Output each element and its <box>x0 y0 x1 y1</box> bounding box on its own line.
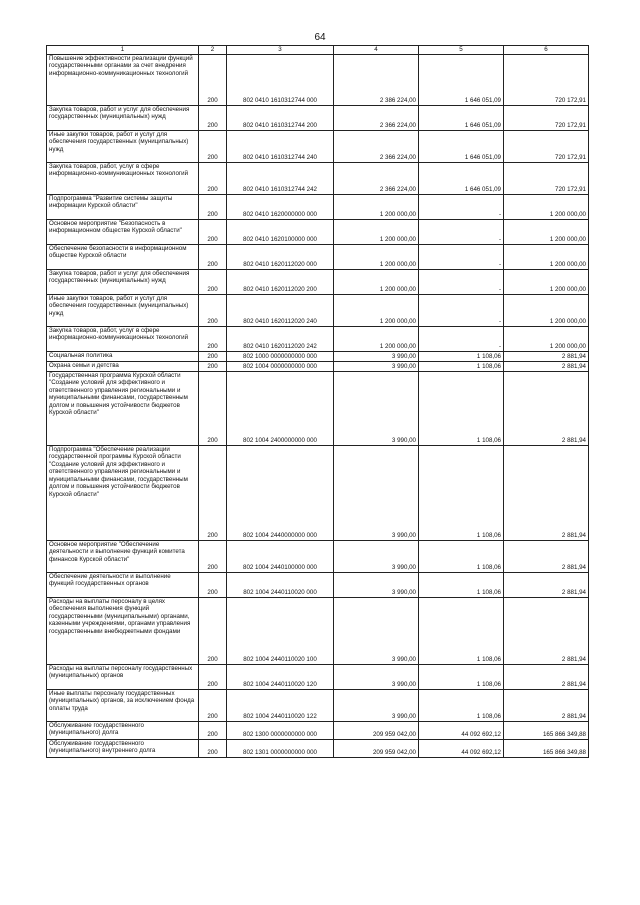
row-budget-code: 802 1301 0000000000 000 <box>227 740 334 758</box>
row-col-2: 200 <box>199 163 227 195</box>
table-row <box>47 541 589 573</box>
row-budget-code: 802 1004 2440000000 000 <box>227 446 334 541</box>
row-col-6: 720 172,91 <box>504 55 589 106</box>
row-name: Государственная программа Курской области "Создание условий для эффективного и ответственного управления региональными и муниципальными финансами, государственным долгом и повышения устойчивости бюджетов Курской области" <box>47 372 199 446</box>
row-col-4: 3 990,00 <box>334 372 419 446</box>
header-col-3: 3 <box>227 46 334 55</box>
row-col-4: 3 990,00 <box>334 362 419 372</box>
row-name: Основное мероприятие "Безопасность в информационном обществе Курской области" <box>47 220 199 245</box>
row-budget-code: 802 1300 0000000000 000 <box>227 722 334 740</box>
row-budget-code: 802 0410 1620000000 000 <box>227 195 334 220</box>
table-row <box>47 690 589 722</box>
row-col-2: 200 <box>199 245 227 270</box>
header-col-4: 4 <box>334 46 419 55</box>
row-col-2: 200 <box>199 295 227 327</box>
row-budget-code: 802 0410 1610312744 242 <box>227 163 334 195</box>
row-budget-code: 802 1004 2440110020 000 <box>227 573 334 598</box>
row-col-5: - <box>419 195 504 220</box>
row-col-2: 200 <box>199 270 227 295</box>
row-col-6: 2 881,94 <box>504 446 589 541</box>
row-budget-code: 802 1004 0000000000 000 <box>227 362 334 372</box>
row-col-5: 1 108,06 <box>419 573 504 598</box>
row-budget-code: 802 1004 2440100000 000 <box>227 541 334 573</box>
row-col-2: 200 <box>199 541 227 573</box>
table-row <box>47 665 589 690</box>
row-col-2: 200 <box>199 722 227 740</box>
row-col-5: - <box>419 245 504 270</box>
row-col-4: 2 366 224,00 <box>334 163 419 195</box>
row-col-6: 2 881,94 <box>504 362 589 372</box>
table-row <box>47 131 589 163</box>
table-row <box>47 245 589 270</box>
row-col-4: 209 959 042,00 <box>334 740 419 758</box>
row-col-5: 1 108,06 <box>419 362 504 372</box>
row-col-5: 1 108,06 <box>419 352 504 362</box>
row-col-4: 1 200 000,00 <box>334 327 419 352</box>
row-col-5: 1 108,06 <box>419 665 504 690</box>
header-col-2: 2 <box>199 46 227 55</box>
row-budget-code: 802 0410 1610312744 240 <box>227 131 334 163</box>
header-col-6: 6 <box>504 46 589 55</box>
row-col-5: 1 108,06 <box>419 541 504 573</box>
row-name: Подпрограмма "Обеспечение реализации государственной программы Курской области "Создание условий для эффективного и ответственного управления региональными и муниципальными финансами, государственным долгом и повышения устойчивости бюджетов Курской области" <box>47 446 199 541</box>
row-col-6: 2 881,94 <box>504 372 589 446</box>
row-name: Повышение эффективности реализации функций государственными органами за счет внедрения информационно-коммуникационных технологий <box>47 55 199 106</box>
row-col-6: 1 200 000,00 <box>504 270 589 295</box>
table-row <box>47 722 589 740</box>
budget-table <box>46 45 589 758</box>
row-name: Обслуживание государственного (муниципального) долга <box>47 722 199 740</box>
row-col-2: 200 <box>199 598 227 665</box>
row-col-4: 1 200 000,00 <box>334 220 419 245</box>
row-name: Обеспечение безопасности в информационном обществе Курской области <box>47 245 199 270</box>
row-name: Иные закупки товаров, работ и услуг для обеспечения государственных (муниципальных) нужд <box>47 131 199 163</box>
row-col-2: 200 <box>199 446 227 541</box>
row-col-6: 1 200 000,00 <box>504 195 589 220</box>
table-row <box>47 573 589 598</box>
row-name: Иные выплаты персоналу государственных (муниципальных) органов, за исключением фонда оплаты труда <box>47 690 199 722</box>
row-name: Обеспечение деятельности и выполнение функций государственных органов <box>47 573 199 598</box>
table-row <box>47 362 589 372</box>
row-budget-code: 802 1004 2440110020 122 <box>227 690 334 722</box>
row-col-2: 200 <box>199 195 227 220</box>
table-row <box>47 740 589 758</box>
row-name: Социальная политика <box>47 352 199 362</box>
table-row <box>47 372 589 446</box>
row-col-4: 2 366 224,00 <box>334 106 419 131</box>
table-row <box>47 220 589 245</box>
table-body <box>47 55 589 758</box>
row-col-6: 165 866 349,88 <box>504 722 589 740</box>
row-col-5: - <box>419 295 504 327</box>
table-row <box>47 295 589 327</box>
row-col-4: 2 386 224,00 <box>334 55 419 106</box>
row-col-6: 2 881,94 <box>504 573 589 598</box>
row-budget-code: 802 0410 1620112020 240 <box>227 295 334 327</box>
row-budget-code: 802 1004 2440110020 120 <box>227 665 334 690</box>
row-col-6: 2 881,94 <box>504 665 589 690</box>
row-name: Закупка товаров, работ, услуг в сфере информационно-коммуникационных технологий <box>47 327 199 352</box>
row-budget-code: 802 0410 1620112020 242 <box>227 327 334 352</box>
row-col-4: 3 990,00 <box>334 598 419 665</box>
row-col-4: 1 200 000,00 <box>334 270 419 295</box>
table-row <box>47 327 589 352</box>
row-name: Охрана семьи и детства <box>47 362 199 372</box>
row-col-6: 1 200 000,00 <box>504 220 589 245</box>
page-number: 64 <box>314 32 326 43</box>
row-col-2: 200 <box>199 327 227 352</box>
row-col-4: 2 366 224,00 <box>334 131 419 163</box>
row-col-2: 200 <box>199 372 227 446</box>
row-col-4: 3 990,00 <box>334 690 419 722</box>
row-col-5: 44 092 692,12 <box>419 740 504 758</box>
table-row <box>47 352 589 362</box>
row-col-2: 200 <box>199 362 227 372</box>
row-col-5: 1 108,06 <box>419 372 504 446</box>
row-col-5: 1 646 051,09 <box>419 55 504 106</box>
row-col-4: 3 990,00 <box>334 573 419 598</box>
row-col-6: 2 881,94 <box>504 690 589 722</box>
row-budget-code: 802 1000 0000000000 000 <box>227 352 334 362</box>
row-col-5: - <box>419 220 504 245</box>
row-col-6: 2 881,94 <box>504 541 589 573</box>
table-row <box>47 195 589 220</box>
row-col-5: 1 646 051,09 <box>419 106 504 131</box>
row-col-5: - <box>419 270 504 295</box>
row-budget-code: 802 0410 1610312744 000 <box>227 55 334 106</box>
header-col-1: 1 <box>47 46 199 55</box>
row-col-5: 1 108,06 <box>419 690 504 722</box>
row-col-6: 2 881,94 <box>504 598 589 665</box>
row-col-2: 200 <box>199 220 227 245</box>
table-row <box>47 55 589 106</box>
row-budget-code: 802 1004 2400000000 000 <box>227 372 334 446</box>
header-col-5: 5 <box>419 46 504 55</box>
row-budget-code: 802 0410 1620112020 000 <box>227 245 334 270</box>
row-col-2: 200 <box>199 573 227 598</box>
table-row <box>47 598 589 665</box>
row-name: Закупка товаров, работ, услуг в сфере информационно-коммуникационных технологий <box>47 163 199 195</box>
row-name: Обслуживание государственного (муниципального) внутреннего долга <box>47 740 199 758</box>
row-name: Закупка товаров, работ и услуг для обеспечения государственных (муниципальных) нужд <box>47 106 199 131</box>
row-col-2: 200 <box>199 131 227 163</box>
row-col-6: 720 172,91 <box>504 163 589 195</box>
row-col-6: 1 200 000,00 <box>504 327 589 352</box>
row-col-4: 209 959 042,00 <box>334 722 419 740</box>
row-col-2: 200 <box>199 106 227 131</box>
row-col-2: 200 <box>199 352 227 362</box>
row-col-6: 1 200 000,00 <box>504 245 589 270</box>
row-col-4: 3 990,00 <box>334 665 419 690</box>
row-col-6: 1 200 000,00 <box>504 295 589 327</box>
table-row <box>47 446 589 541</box>
row-name: Основное мероприятие "Обеспечение деятельности и выполнение функций комитета финансов Курской области" <box>47 541 199 573</box>
row-budget-code: 802 1004 2440110020 100 <box>227 598 334 665</box>
row-name: Иные закупки товаров, работ и услуг для обеспечения государственных (муниципальных) нужд <box>47 295 199 327</box>
row-col-4: 1 200 000,00 <box>334 195 419 220</box>
row-col-4: 3 990,00 <box>334 541 419 573</box>
table-row <box>47 106 589 131</box>
row-name: Закупка товаров, работ и услуг для обеспечения государственных (муниципальных) нужд <box>47 270 199 295</box>
row-col-6: 2 881,94 <box>504 352 589 362</box>
table-row <box>47 163 589 195</box>
row-col-5: 1 646 051,09 <box>419 131 504 163</box>
row-col-5: - <box>419 327 504 352</box>
row-budget-code: 802 0410 1610312744 200 <box>227 106 334 131</box>
row-col-2: 200 <box>199 740 227 758</box>
row-budget-code: 802 0410 1620100000 000 <box>227 220 334 245</box>
row-col-4: 1 200 000,00 <box>334 245 419 270</box>
row-col-2: 200 <box>199 55 227 106</box>
row-col-4: 3 990,00 <box>334 352 419 362</box>
row-name: Расходы на выплаты персоналу в целях обеспечения выполнения функций государственными (муниципальными) органами, казенными учреждениями, органами управления государственными внебюджетными фондами <box>47 598 199 665</box>
table-header-row <box>47 46 589 55</box>
row-col-5: 44 092 692,12 <box>419 722 504 740</box>
table-row <box>47 270 589 295</box>
row-col-5: 1 108,06 <box>419 446 504 541</box>
row-col-5: 1 108,06 <box>419 598 504 665</box>
row-col-6: 720 172,91 <box>504 131 589 163</box>
row-name: Подпрограмма "Развитие системы защиты информации Курской области" <box>47 195 199 220</box>
row-col-4: 1 200 000,00 <box>334 295 419 327</box>
row-col-6: 720 172,91 <box>504 106 589 131</box>
row-col-2: 200 <box>199 665 227 690</box>
row-col-2: 200 <box>199 690 227 722</box>
row-col-6: 165 866 349,88 <box>504 740 589 758</box>
row-name: Расходы на выплаты персоналу государственных (муниципальных) органов <box>47 665 199 690</box>
row-col-5: 1 646 051,09 <box>419 163 504 195</box>
row-budget-code: 802 0410 1620112020 200 <box>227 270 334 295</box>
row-col-4: 3 990,00 <box>334 446 419 541</box>
